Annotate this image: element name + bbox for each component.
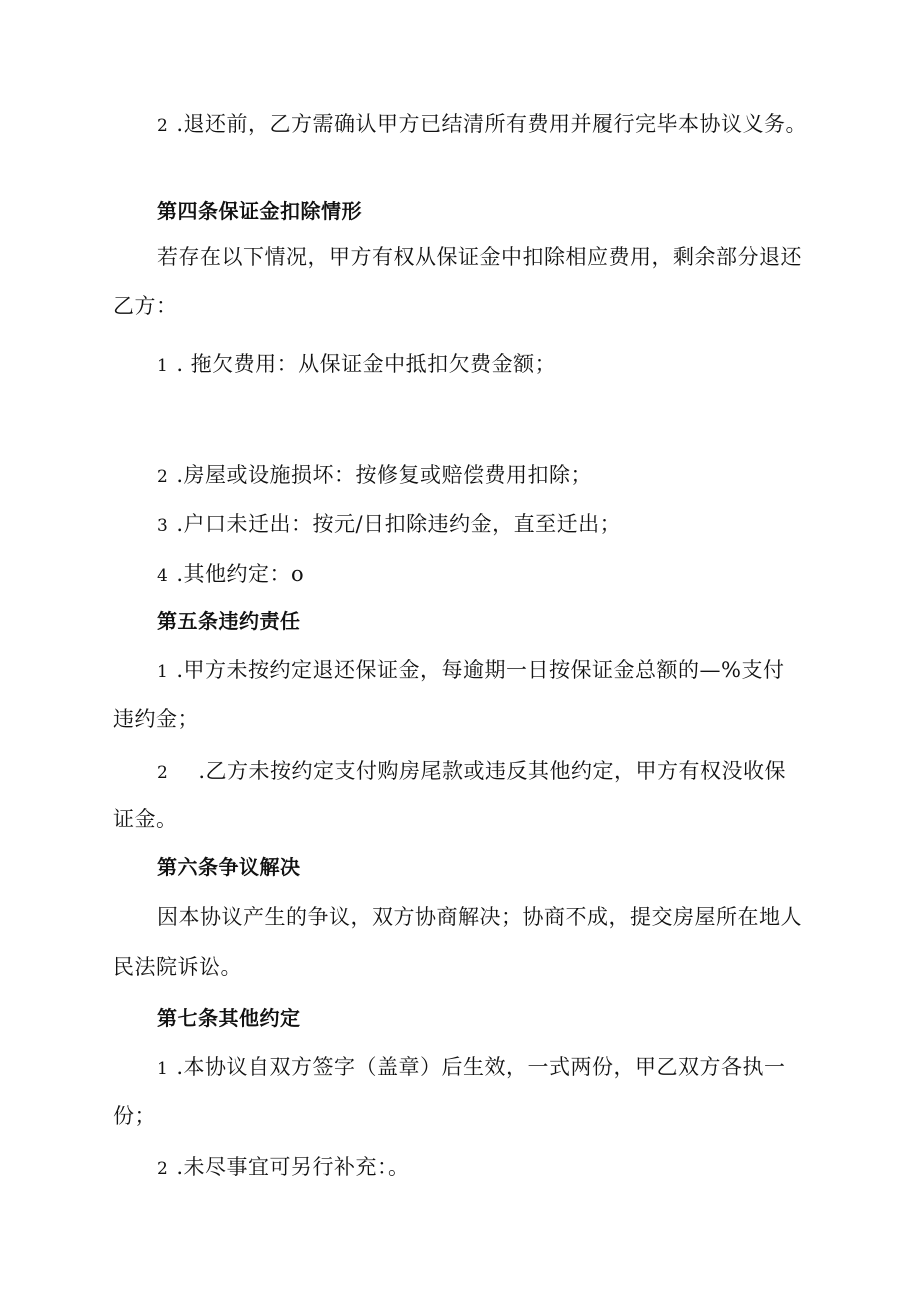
item-number: 2	[157, 116, 169, 136]
item-text: .乙方未按约定支付购房尾款或违反其他约定，甲方有权没收保	[198, 759, 787, 783]
item-text: . 拖欠费用：从保证金中抵扣欠费金额；	[176, 352, 557, 376]
clause6-title: 第六条争议解决	[157, 855, 301, 879]
item-number: 2	[157, 763, 169, 783]
clause4-intro-line1: 若存在以下情况，甲方有权从保证金中扣除相应费用，剩余部分退还	[157, 245, 802, 269]
clause7-item1-line1	[157, 1053, 786, 1083]
item-number: 3	[157, 516, 169, 536]
item-text: .本协议自双方签字（盖章）后生效，一式两份，甲乙双方各执一	[176, 1055, 786, 1079]
clause7-item2	[157, 1153, 410, 1183]
clause5-item1-line1	[157, 656, 784, 686]
item-text: .甲方未按约定退还保证金，每逾期一日按保证金总额的—%支付	[176, 658, 785, 682]
item-number: 1	[157, 662, 169, 682]
clause6-line2: 民法院诉讼。	[113, 955, 242, 979]
clause4-intro-line2: 乙方：	[113, 294, 178, 318]
clause4-item4	[157, 560, 304, 590]
clause6-line1: 因本协议产生的争议，双方协商解决；协商不成，提交房屋所在地人	[157, 905, 802, 929]
clause4-item3	[157, 510, 621, 540]
clause5-title: 第五条违约责任	[157, 609, 301, 633]
clause5-item1-line2: 违约金；	[113, 707, 199, 731]
item-number: 1	[157, 356, 169, 376]
item-text: .未尽事宜可另行补充：。	[176, 1155, 410, 1179]
item-number: 2	[157, 467, 169, 487]
item-number: 2	[157, 1159, 169, 1179]
item-text: .其他约定：o	[176, 562, 305, 586]
clause7-item1-line2: 份；	[113, 1104, 156, 1128]
item-text: .户口未迁出：按元/日扣除违约金，直至迁出；	[176, 512, 622, 536]
clause5-item2-line2: 证金。	[113, 807, 178, 831]
clause7-title: 第七条其他约定	[157, 1006, 301, 1030]
clause4-item1	[157, 350, 556, 380]
item-text: .退还前，乙方需确认甲方已结清所有费用并履行完毕本协议义务。	[176, 112, 808, 136]
clause3-item2	[157, 110, 807, 140]
item-text: .房屋或设施损坏：按修复或赔偿费用扣除；	[176, 463, 593, 487]
item-number: 4	[157, 566, 169, 586]
clause4-item2	[157, 461, 592, 491]
clause4-title: 第四条保证金扣除情形	[157, 199, 362, 223]
item-number: 1	[157, 1059, 169, 1079]
clause5-item2-line1	[157, 757, 786, 787]
